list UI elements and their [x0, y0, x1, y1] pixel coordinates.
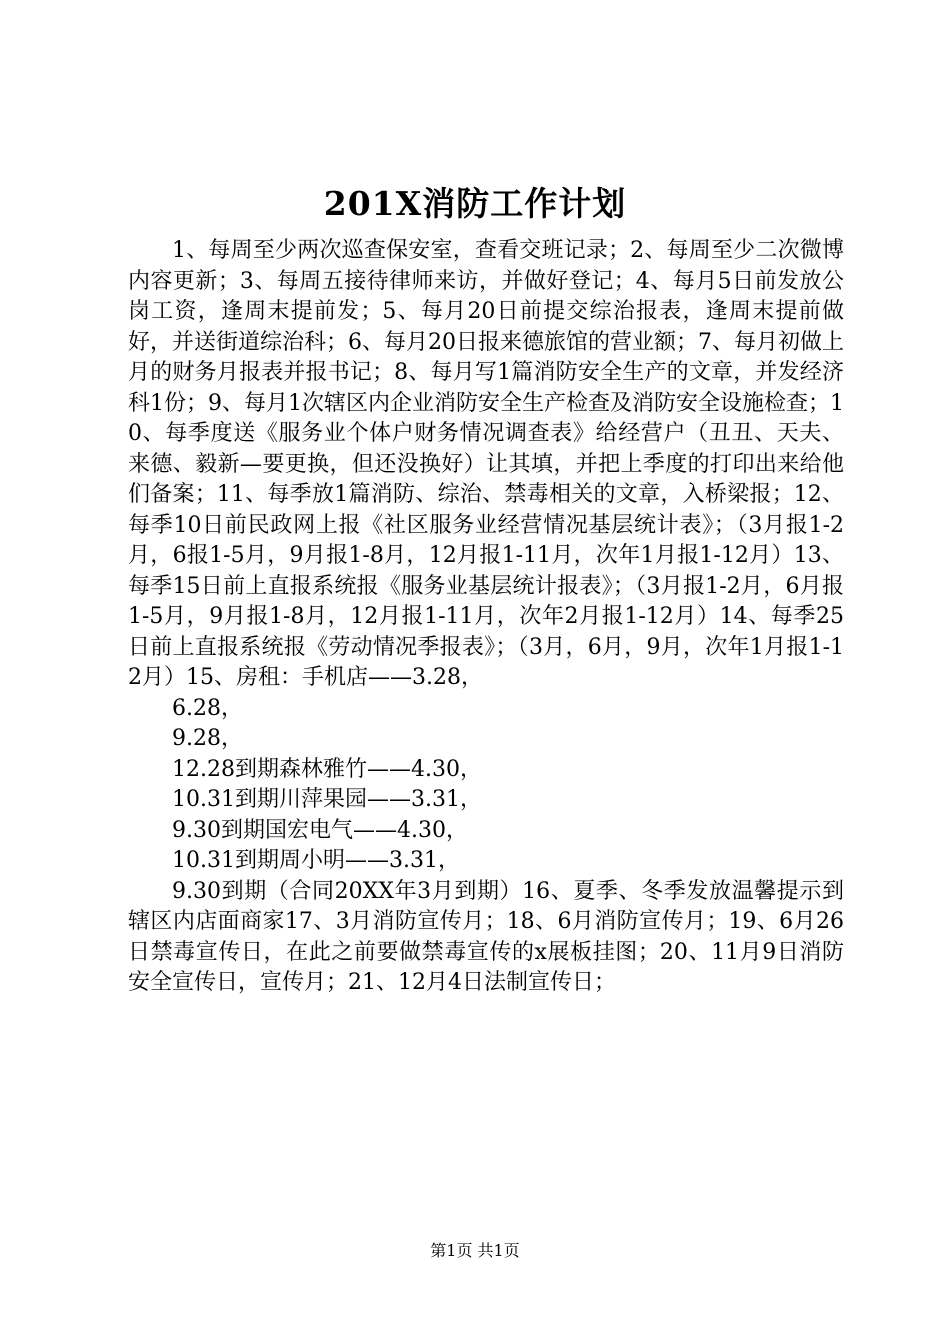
paragraph: 9.28， — [172, 726, 243, 751]
document-body — [128, 236, 844, 999]
paragraph: 9.30到期国宏电气——4.30， — [172, 817, 468, 843]
paragraph: 6.28， — [172, 695, 243, 721]
paragraph: 1、每周至少两次巡查保安室，查看交班记录；2、每周至少二次微博内容更新；3、每周五接待律师来访，并做好登记；4、每月5日前发放公岗工资，逢周末提前发；5、每月20日前提交综治报表，逢周末提前做好，并送街道综治科；6、每月20日报来德旅馆的营业额；7、每月初做上月的财务月报表并报书记；8、每月写1篇消防安全生产的文章，并发经济科1份；9、每月1次辖区内企业消防安全生产检查及消防安全设施检查；10、每季度送《服务业个体户财务情况调查表》给经营户（丑丑、天夫、来德、毅新—要更换，但还没换好）让其填，并把上季度的打印出来给他们备案；11、每季放1篇消防、综治、禁毒相关的文章，入桥梁报；12、每季10日前民政网上报《社区服务业经营情况基层统计表》；（3月报1-2月，6报1-5月，9月报1-8月，12月报1-11月，次年1月报1-12月）13、每季15日前上直报系统报《服务业基层统计报表》；（3月报1-2月，6月报1-5月，9月报1-8月，12月报1-11月，次年2月报1-12月）14、每季25日前上直报系统报《劳动情况季报表》；（3月，6月，9月，次年1月报1-12月）15、房租：手机店——3.28， — [128, 238, 844, 690]
paragraph: 12.28到期森林雅竹——4.30， — [172, 756, 482, 782]
document-title: 201X消防工作计划 — [323, 184, 627, 223]
paragraph: 10.31到期川萍果园——3.31， — [172, 787, 482, 812]
paragraph: 10.31到期周小明——3.31， — [172, 848, 460, 873]
paragraph: 9.30到期（合同20XX年3月到期）16、夏季、冬季发放温馨提示到辖区内店面商家17、3月消防宣传月；18、6月消防宣传月；19、6月26日禁毒宣传日，在此之前要做禁毒宣传的x展板挂图；20、11月9日消防安全宣传日，宣传月；21、12月4日法制宣传日； — [128, 878, 844, 995]
page-footer: 第1页 共1页 — [430, 1241, 520, 1260]
